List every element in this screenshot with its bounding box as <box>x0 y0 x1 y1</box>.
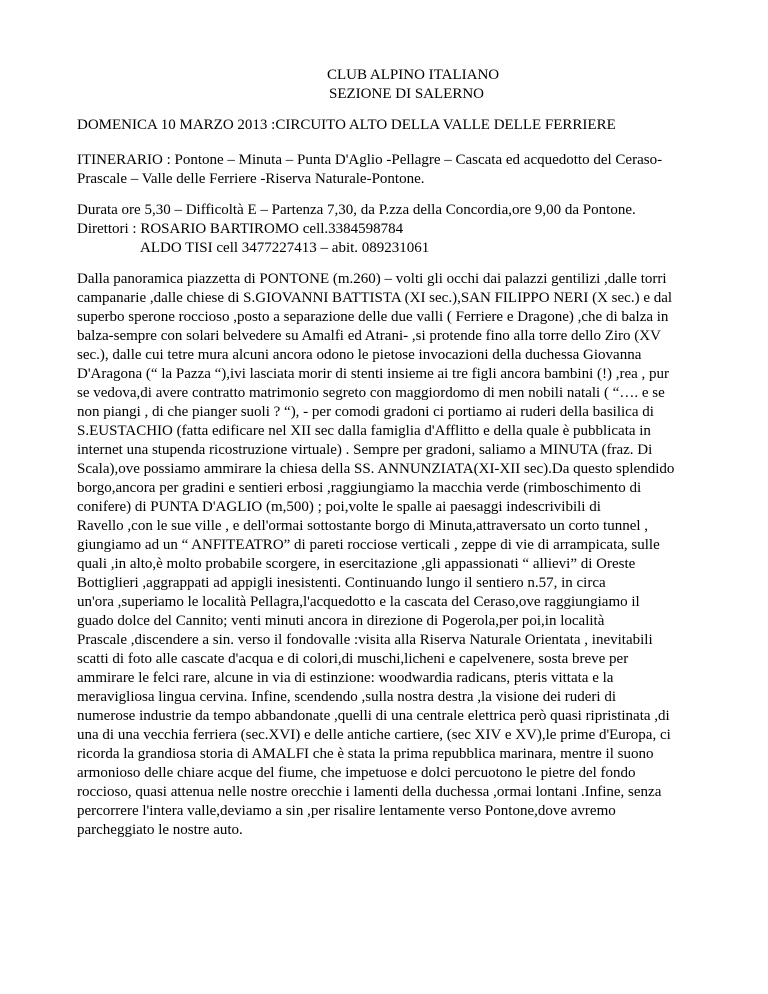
paragraph-line: Ravello ,con le sue ville , e dell'ormai sottostante borgo di Minuta,attraversato un corto tunnel , <box>77 518 649 534</box>
paragraph-line: armonioso delle chiare acque del fiume, che impetuose e dolci percuotono le pietre del fondo <box>77 765 636 781</box>
paragraph-line: superbo sperone roccioso ,posto a separazione delle due valli ( Ferriere e Dragone) ,che di balza in <box>77 309 669 325</box>
paragraph-line: numerose industrie da tempo abbandonate ,quelli di una centrale elettrica però quasi ripristinata ,di <box>77 708 670 724</box>
paragraph-line: parcheggiato le nostre auto. <box>77 822 243 838</box>
trip-details <box>77 201 705 258</box>
paragraph-line: percorrere l'intera valle,deviamo a sin ,per risalire lentamente verso Pontone,dove avremo <box>77 803 616 819</box>
paragraph-line: sec.), dalle cui tetre mura alcuni ancora odono le pietose invocazioni della duchessa Giovanna <box>77 347 642 363</box>
paragraph-line: internet una stupenda ricostruzione virtuale) . Sempre per gradoni, saliamo a MINUTA (fraz. Di <box>77 442 653 458</box>
paragraph-line: ammirare le felci rare, alcune in via di estinzione: woodwardia radicans, pteris vittata e la <box>77 670 614 686</box>
paragraph-line: scatti di foto alle cascate d'acqua e di colori,di muschi,licheni e capelvenere, sosta breve per <box>77 651 629 667</box>
event-title: DOMENICA 10 MARZO 2013 :CIRCUITO ALTO DELLA VALLE DELLE FERRIERE <box>77 117 616 133</box>
itinerary <box>77 151 705 189</box>
section-name: SEZIONE DI SALERNO <box>329 86 484 102</box>
paragraph-line: Dalla panoramica piazzetta di PONTONE (m.260) – volti gli occhi dai palazzi gentilizi ,dalle torri <box>77 271 667 287</box>
club-name: CLUB ALPINO ITALIANO <box>327 67 500 83</box>
paragraph-line: roccioso, quasi attenua nelle nostre orecchie i lamenti della duchessa ,ormai lontani .Infine, senza <box>77 784 662 800</box>
trip-info: Durata ore 5,30 – Difficoltà E – Partenza 7,30, da P.zza della Concordia,ore 9,00 da Pontone. <box>77 202 636 218</box>
paragraph-line: Bottiglieri ,aggrappati ad appigli inesistenti. Continuando lungo il sentiero n.57, in circa <box>77 575 606 591</box>
paragraph-line: S.EUSTACHIO (fatta edificare nel XII sec dalla famiglia d'Afflitto e della quale è pubblicata in <box>77 423 651 439</box>
itinerary-line: ITINERARIO : Pontone – Minuta – Punta D'Aglio -Pellagre – Cascata ed acquedotto del Ceraso- <box>77 152 663 168</box>
document-header <box>327 66 499 104</box>
director-line: ALDO TISI cell 3477227413 – abit. 089231061 <box>140 240 430 256</box>
paragraph-line: guado dolce del Cannito; venti minuti ancora in direzione di Pogerola,per poi,in località <box>77 613 605 629</box>
paragraph-line: balza-sempre con solari belvedere su Amalfi ed Atrani- ,si protende fino alla torre dello Ziro (XV <box>77 328 661 344</box>
paragraph-line: Scala),ove possiamo ammirare la chiesa della SS. ANNUNZIATA(XI-XII sec).Da questo splendido <box>77 461 675 477</box>
paragraph-line: conifere) di PUNTA D'AGLIO (m,500) ; poi,volte le spalle ai paesaggi indescrivibili di <box>77 499 601 515</box>
paragraph-line: Prascale ,discendere a sin. verso il fondovalle :visita alla Riserva Naturale Orientata , inevitabili <box>77 632 653 648</box>
paragraph-line: un'ora ,superiamo le località Pellagra,l'acquedotto e la cascata del Ceraso,ove raggiungiamo il <box>77 594 640 610</box>
paragraph-line: giungiamo ad un “ ANFITEATRO” di pareti rocciose verticali , zeppe di vie di arrampicata, sulle <box>77 537 660 553</box>
paragraph-line: quali ,in alto,è molto probabile scorgere, in esercitazione ,gli appassionati “ allievi” di Oreste <box>77 556 636 572</box>
paragraph-line: se vedova,di avere contratto matrimonio segreto con maggiordomo di men nobili natali ( “…. e se <box>77 385 665 401</box>
description-paragraph <box>77 270 705 840</box>
paragraph-line: borgo,ancora per gradini e sentieri erbosi ,raggiungiamo la macchia verde (rimboschimento di <box>77 480 642 496</box>
paragraph-line: non piangi , di che pianger suoli ? “), - per comodi gradoni ci portiamo ai ruderi della basilica di <box>77 404 654 420</box>
paragraph-line: ricorda la grandiosa storia di AMALFI che è stata la prima repubblica marinara, mentre il suono <box>77 746 654 762</box>
itinerary-line: Prascale – Valle delle Ferriere -Riserva Naturale-Pontone. <box>77 171 425 187</box>
paragraph-line: campanarie ,dalle chiese di S.GIOVANNI BATTISTA (XI sec.),SAN FILIPPO NERI (X sec.) e dal <box>77 290 673 306</box>
director-line: Direttori : ROSARIO BARTIROMO cell.3384598784 <box>77 221 404 237</box>
paragraph-line: meravigliosa lingua cervina. Infine, scendendo ,sulla nostra destra ,la visione dei ruderi di <box>77 689 616 705</box>
paragraph-line: una di una vecchia ferriera (sec.XVI) e delle antiche cartiere, (sec XIV e XV),le prime d'Europa, ci <box>77 727 671 743</box>
paragraph-line: D'Aragona (“ la Pazza “),ivi lasciata morir di stenti insieme ai tre figli ancora bambini (!) ,rea , pur <box>77 366 670 382</box>
